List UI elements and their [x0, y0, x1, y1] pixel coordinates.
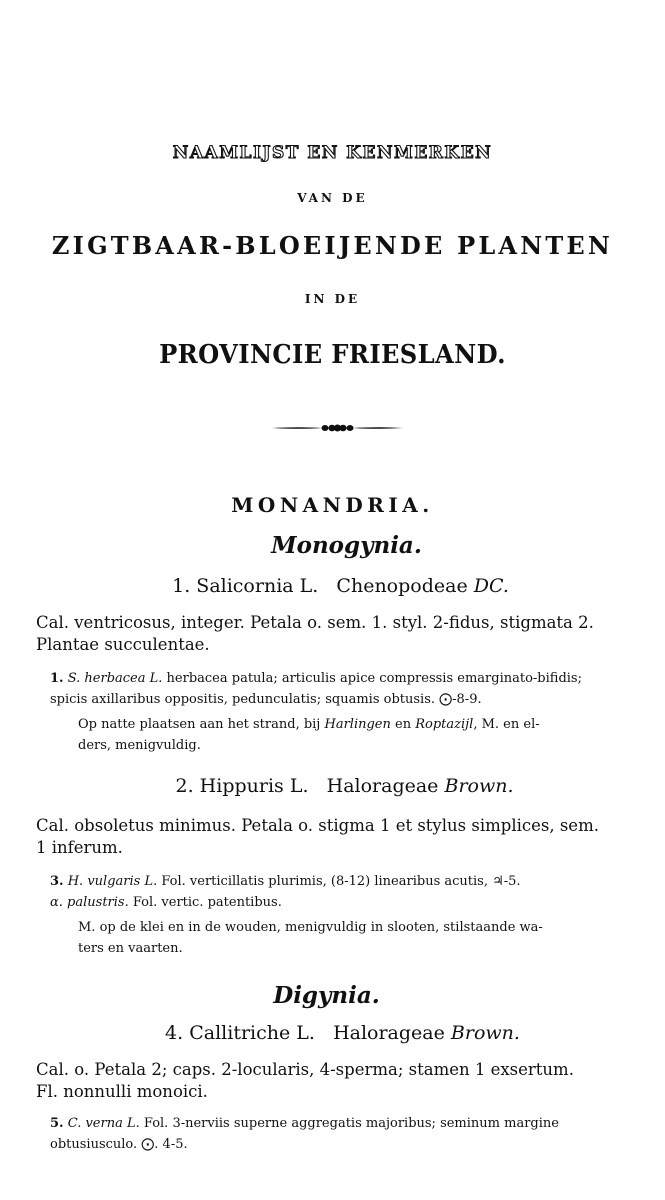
genus-name: Hippuris L. [199, 775, 309, 797]
species-entry [50, 871, 642, 913]
note-text: Op natte plaatsen aan het strand, bij [78, 717, 321, 732]
variety-name: α. palustris. [50, 895, 129, 910]
species-name: S. herbacea L. [67, 671, 163, 686]
note-text: , M. en el- [473, 717, 540, 732]
description-line: Cal. obsoletus minimus. Petala o. stigma 1 et stylus simplices, sem. [36, 816, 599, 835]
species-text: spicis axillaribus oppositis, pedunculatis; squamis obtusis. ⨀-8-9. [50, 692, 482, 707]
species-text: herbacea patula; articulis apice compressis emarginato-bifidis; [166, 671, 582, 686]
genus-family: Halorageae [326, 775, 439, 797]
species-text: Fol. 3-nerviis superne aggregatis majoribus; seminum margine [143, 1116, 559, 1131]
place-name: Roptazijl [415, 717, 474, 732]
genus-number: 4. [165, 1022, 184, 1044]
description-line: 1 inferum. [36, 838, 123, 857]
species-number: 3. [50, 874, 64, 889]
species-name: C. verna L. [67, 1116, 140, 1131]
class-heading: MONANDRIA. [231, 493, 434, 517]
genus-heading [8, 575, 665, 597]
subtitle-van-de: VAN DE [297, 191, 368, 205]
genus-name: Callitriche L. [189, 1022, 315, 1044]
genus-description [36, 1059, 640, 1103]
order-heading-digynia: Digynia. [273, 982, 380, 1009]
species-text: Fol. verticillatis plurimis, (8-12) linearibus acutis, ♃-5. [161, 874, 521, 889]
habitat-note [78, 714, 642, 756]
place-name: Harlingen [324, 717, 391, 732]
description-line: Plantae succulentae. [36, 635, 210, 654]
species-entry [50, 668, 642, 710]
genus-author: DC. [473, 575, 509, 597]
genus-name: Salicornia L. [196, 575, 319, 597]
subtitle-in-de: IN DE [304, 292, 361, 306]
variety-text: Fol. vertic. patentibus. [132, 895, 282, 910]
genus-family: Halorageae [333, 1022, 445, 1044]
genus-heading [12, 775, 665, 797]
species-number: 1. [50, 671, 64, 686]
genus-family: Chenopodeae [336, 575, 468, 597]
decorative-title: NAAMLIJST EN KENMERKEN [172, 143, 493, 163]
main-title: ZIGTBAAR-BLOEIJENDE PLANTEN [51, 231, 614, 260]
genus-description [36, 612, 640, 656]
ornament-divider-icon [270, 420, 405, 436]
description-line: Cal. o. Petala 2; caps. 2-locularis, 4-sperma; stamen 1 exsertum. [36, 1060, 574, 1079]
order-heading-monogynia: Monogynia. [271, 532, 422, 559]
genus-heading [10, 1022, 665, 1044]
genus-author: Brown. [444, 775, 514, 797]
genus-description [36, 815, 640, 859]
species-number: 5. [50, 1116, 64, 1131]
species-entry [50, 1113, 642, 1155]
species-name: H. vulgaris L. [67, 874, 158, 889]
genus-number: 1. [172, 575, 191, 597]
note-text: ters en vaarten. [78, 941, 183, 956]
note-text: M. op de klei en in de wouden, menigvuldig in slooten, stilstaande wa- [78, 920, 543, 935]
description-line: Cal. ventricosus, integer. Petala o. sem. 1. styl. 2-fidus, stigmata 2. [36, 613, 594, 632]
species-text: obtusiusculo. ⨀. 4-5. [50, 1137, 188, 1152]
note-text: en [395, 717, 412, 732]
genus-number: 2. [175, 775, 194, 797]
description-line: Fl. nonnulli monoici. [36, 1082, 208, 1101]
province-title: PROVINCIE FRIESLAND. [159, 340, 506, 370]
habitat-note [78, 917, 642, 959]
genus-author: Brown. [450, 1022, 520, 1044]
note-text: ders, menigvuldig. [78, 738, 201, 753]
